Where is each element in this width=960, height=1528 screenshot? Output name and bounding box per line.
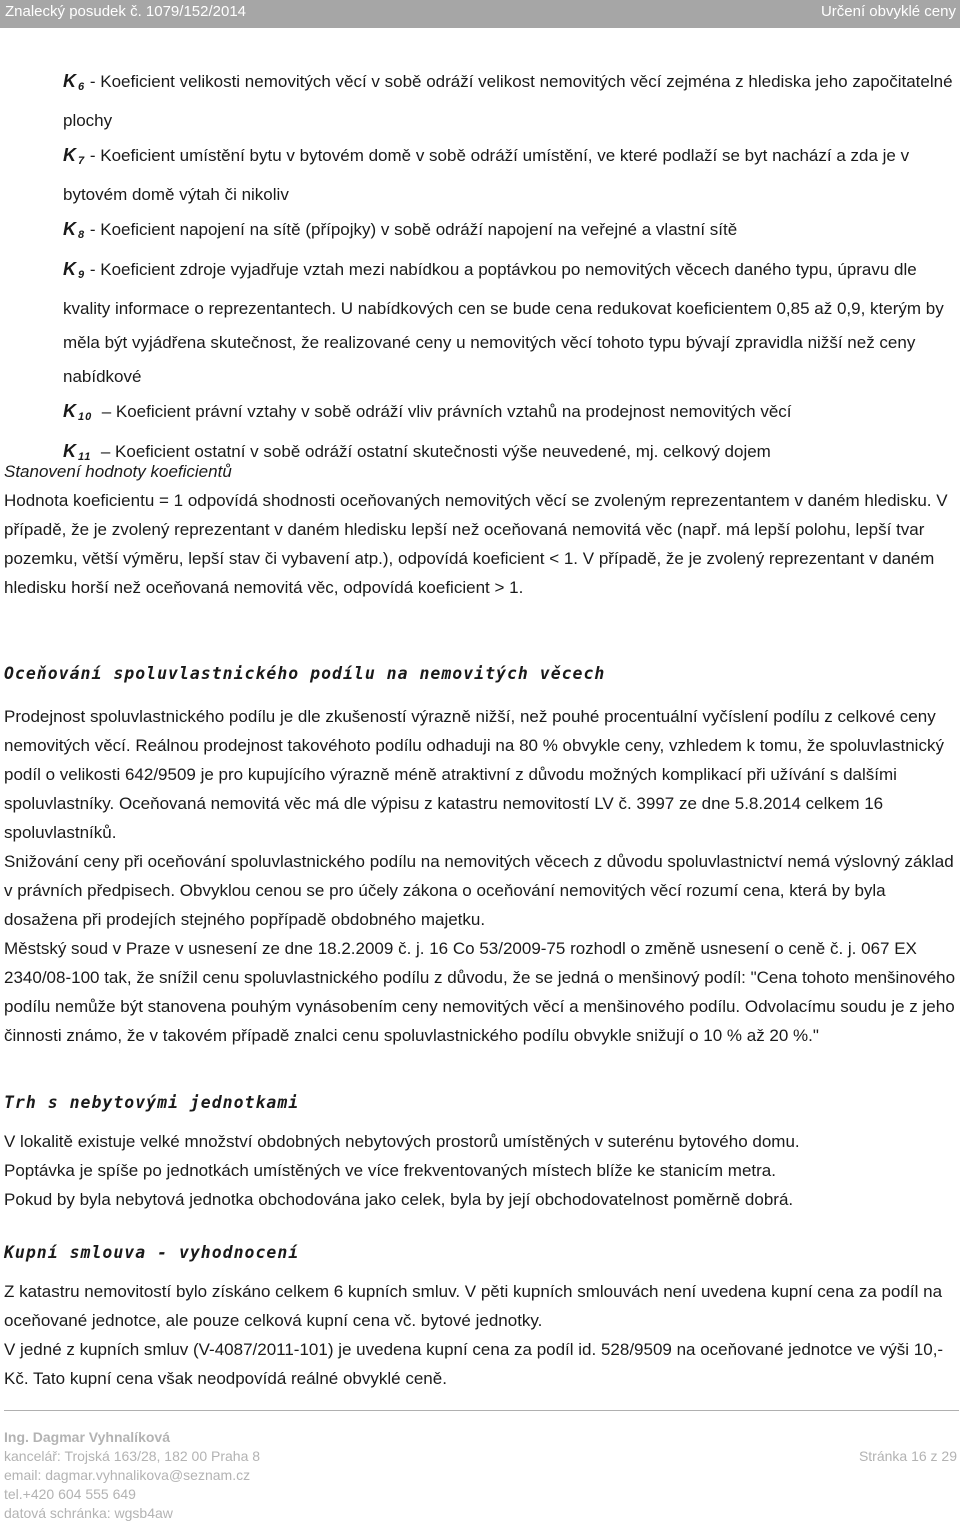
coownership-heading: Oceňování spoluvlastnického podílu na nemovitých věcech <box>4 664 606 683</box>
coefficient-k10: $K_{10}$ – Koeficient právní vztahy v sobě odráží vliv právních vztahů na prodejnost nemovitých věcí <box>63 401 792 423</box>
market-heading: Trh s nebytovými jednotkami <box>4 1093 300 1112</box>
coef-text: Koeficient umístění bytu v bytovém domě v sobě odráží umístění, ve které podlaží se byt nachází a zda je v bytovém domě výtah či nikoliv <box>63 146 910 204</box>
coef-text: Koeficient právní vztahy v sobě odráží vliv právních vztahů na prodejnost nemovitých věcí <box>115 402 792 421</box>
coef-symbol: $K_{10}$ <box>63 401 93 423</box>
footer-divider <box>4 1410 959 1411</box>
coownership-section <box>4 702 959 1050</box>
coef-text: Koeficient velikosti nemovitých věcí v sobě odráží velikost nemovitých věcí zejména z hlediska jeho započitatelné plochy <box>63 72 953 130</box>
contracts-heading: Kupní smlouva - vyhodnocení <box>4 1243 300 1262</box>
footer-address: kancelář: Trojská 163/28, 182 00 Praha 8 <box>4 1448 261 1464</box>
valuation-section <box>4 457 959 602</box>
contracts-paragraph: Z katastru nemovitostí bylo získáno celkem 6 kupních smluv. V pěti kupních smlouvách není uvedena kupní cena za podíl na oceňované jednotce, ale pouze celková kupní cena vč. bytové jednotky. <box>4 1282 943 1330</box>
coef-symbol: $K_7$ <box>63 145 86 167</box>
coef-text: Koeficient napojení na sítě (přípojky) v sobě odráží napojení na veřejné a vlastní sítě <box>100 220 738 239</box>
market-paragraph: Pokud by byla nebytová jednotka obchodována jako celek, byla by její obchodovatelnost poměrně dobrá. <box>4 1190 794 1209</box>
coefficient-k9: $K_9$ - Koeficient zdroje vyjadřuje vztah mezi nabídkou a poptávkou po nemovitých věcech daného typu, úpravu dle kvality informace o reprezentantech. U nabídkových cen se bude cena redukovat koeficientem 0,85 až 0,9, kterým by měla být vyjádřena skutečnost, že realizované ceny u nemovitých věcí tohoto typu bývají zpravidla nižší než ceny nabídkové <box>63 259 944 386</box>
valuation-title: Stanovení hodnoty koeficientů <box>4 462 232 481</box>
coefficient-k11: $K_{11}$ – Koeficient ostatní v sobě odráží ostatní skutečnosti výše neuvedené, mj. celkový dojem <box>63 441 771 463</box>
footer-author: Ing. Dagmar Vyhnalíková <box>4 1429 170 1445</box>
coef-symbol: $K_{11}$ <box>63 441 92 463</box>
coef-symbol: $K_8$ <box>63 219 86 241</box>
market-paragraph: V lokalitě existuje velké množství obdobných nebytových prostorů umístěných v suterénu bytového domu. <box>4 1132 800 1151</box>
coownership-paragraph: Městský soud v Praze v usnesení ze dne 18.2.2009 č. j. 16 Co 53/2009-75 rozhodl o změně usnesení o ceně č. j. 067 EX 2340/08-100 tak, že snížil cenu spoluvlastnického podílu z důvodu, že se jedná o menšinový podíl: "Cena tohoto menšinového podílu nemůže být stanovena pouhým vynásobením ceny nemovitých věcí a menšinového podílu. Odvolacímu soudu je z jeho činnosti známo, že v takovém případě znalci cenu spoluvlastnického podílu obvykle snižují o 10 % až 20 %." <box>4 939 956 1045</box>
coef-text: Koeficient zdroje vyjadřuje vztah mezi nabídkou a poptávkou po nemovitých věcech daného typu, úpravu dle kvality informace o reprezentantech. U nabídkových cen se bude cena redukovat koeficientem 0,85 až 0,9, kterým by měla být vyjádřena skutečnost, že realizované ceny u nemovitých věcí tohoto typu bývají zpravidla nižší než ceny nabídkové <box>63 260 944 386</box>
coefficient-k8: $K_8$ - Koeficient napojení na sítě (přípojky) v sobě odráží napojení na veřejné a vlastní sítě <box>63 219 738 241</box>
coefficient-k6: $K_6$ - Koeficient velikosti nemovitých věcí v sobě odráží velikost nemovitých věcí zejména z hlediska jeho započitatelné plochy <box>63 71 953 130</box>
footer-phone: tel.+420 604 555 649 <box>4 1486 136 1502</box>
section-title: Určení obvyklé ceny <box>820 3 956 20</box>
coefficient-k7: $K_7$ - Koeficient umístění bytu v bytovém domě v sobě odráží umístění, ve které podlaží se byt nachází a zda je v bytovém domě výtah či nikoliv <box>63 145 910 204</box>
page-number: Stránka 16 z 29 <box>858 1448 957 1464</box>
coownership-paragraph: Snižování ceny při oceňování spoluvlastnického podílu na nemovitých věcech z důvodu spoluvlastnictví nemá výslovný základ v právních předpisech. Obvyklou cenou se pro účely zákona o oceňování nemovitých věcí rozumí cena, která by byla dosažena při prodejích stejného popřípadě obdobného majetku. <box>4 852 954 929</box>
market-paragraph: Poptávka je spíše po jednotkách umístěných ve více frekventovaných místech blíže ke stanicím metra. <box>4 1161 776 1180</box>
document-title: Znalecký posudek č. 1079/152/2014 <box>5 3 247 20</box>
coef-symbol: $K_9$ <box>63 259 86 281</box>
contracts-section <box>4 1277 959 1393</box>
footer-databox: datová schránka: wgsb4aw <box>4 1505 173 1521</box>
market-section <box>4 1127 959 1214</box>
coef-symbol: $K_6$ <box>63 71 86 93</box>
valuation-text: Hodnota koeficientu = 1 odpovídá shodnosti oceňovaných nemovitých věcí se zvoleným reprezentantem v daném hledisku. V případě, že je zvolený reprezentant v daném hledisku lepší než oceňovaná nemovitá věc (např. má lepší polohu, lepší tvar pozemku, větší výměru, lepší stav či vybavení atp.), odpovídá koeficient < 1. V případě, že je zvolený reprezentant v daném hledisku horší než oceňovaná nemovitá věc, odpovídá koeficient > 1. <box>4 491 948 597</box>
coef-text: Koeficient ostatní v sobě odráží ostatní skutečnosti výše neuvedené, mj. celkový dojem <box>115 442 771 461</box>
contracts-paragraph: V jedné z kupních smluv (V-4087/2011-101) je uvedena kupní cena za podíl id. 528/9509 na oceňované jednotce ve výši 10,- Kč. Tato kupní cena však neodpovídá reálné obvyklé ceně. <box>4 1340 944 1388</box>
page-header <box>0 0 960 28</box>
coefficient-list <box>63 64 958 474</box>
coownership-paragraph: Prodejnost spoluvlastnického podílu je dle zkušeností výrazně nižší, než pouhé procentuální vyčíslení podílu z celkové ceny nemovitých věcí. Reálnou prodejnost takovéhoto podílu odhaduji na 80 % obvykle ceny, vzhledem k tomu, že spoluvlastnický podíl o velikosti 642/9509 je pro kupujícího výrazně méně atraktivní z důvodu možných komplikací při užívání s dalšími spoluvlastníky. Oceňovaná nemovitá věc má dle výpisu z katastru nemovitostí LV č. 3997 ze dne 5.8.2014 celkem 16 spoluvlastníků. <box>4 707 944 842</box>
footer-email: email: dagmar.vyhnalikova@seznam.cz <box>4 1467 251 1483</box>
